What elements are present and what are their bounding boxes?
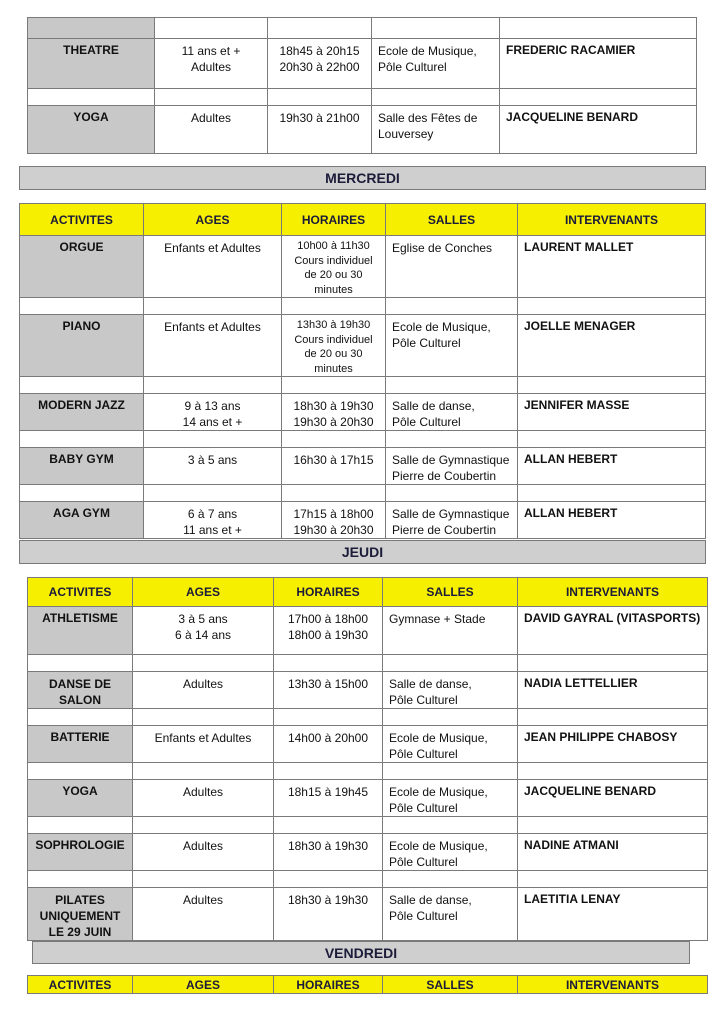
table-row	[28, 39, 697, 89]
table-row	[28, 834, 708, 871]
spacer-row	[20, 485, 706, 502]
intervenant-cell: ALLAN HEBERT	[518, 502, 706, 539]
ages-cell: 6 à 7 ans 11 ans et +	[144, 502, 282, 539]
activity-cell: ORGUE	[20, 236, 144, 298]
horaires-cell: 19h30 à 21h00	[268, 106, 372, 154]
salles-cell: Salle de danse, Pôle Culturel	[383, 672, 518, 709]
spacer-row	[28, 18, 697, 39]
horaires-cell: 10h00 à 11h30 Cours individuel de 20 ou 30 minutes	[282, 236, 386, 298]
col-header-activites: ACTIVITES	[28, 976, 133, 994]
col-header-salles: SALLES	[383, 578, 518, 607]
spacer-row	[20, 431, 706, 448]
spacer-row	[28, 89, 697, 106]
salles-cell: Ecole de Musique, Pôle Culturel	[383, 726, 518, 763]
activity-cell: ATHLETISME	[28, 607, 133, 655]
table-row	[20, 448, 706, 485]
table-row	[28, 780, 708, 817]
col-header-horaires: HORAIRES	[274, 976, 383, 994]
intervenant-cell: NADINE ATMANI	[518, 834, 708, 871]
salles-cell: Salle de Gymnastique Pierre de Coubertin	[386, 502, 518, 539]
day-header-vendredi: VENDREDI	[32, 941, 690, 964]
horaires-cell: 17h15 à 18h00 19h30 à 20h30	[282, 502, 386, 539]
table-row	[20, 315, 706, 377]
horaires-cell: 18h15 à 19h45	[274, 780, 383, 817]
salles-cell: Salle de danse, Pôle Culturel	[383, 888, 518, 941]
col-header-ages: AGES	[144, 204, 282, 236]
spacer-row	[20, 298, 706, 315]
ages-cell: 11 ans et + Adultes	[155, 39, 268, 89]
table-row	[28, 106, 697, 154]
table-row	[20, 502, 706, 539]
table-row	[28, 888, 708, 941]
intervenant-cell: NADIA LETTELLIER	[518, 672, 708, 709]
intervenant-cell: LAETITIA LENAY	[518, 888, 708, 941]
table-header-row	[28, 976, 708, 994]
schedule-table-jeudi	[27, 577, 708, 941]
schedule-table-top	[27, 17, 697, 154]
schedule-table-vendredi	[27, 975, 708, 994]
col-header-activites: ACTIVITES	[20, 204, 144, 236]
ages-cell: Enfants et Adultes	[133, 726, 274, 763]
ages-cell: Adultes	[133, 888, 274, 941]
ages-cell: Adultes	[133, 780, 274, 817]
intervenant-cell: LAURENT MALLET	[518, 236, 706, 298]
intervenant-cell: JENNIFER MASSE	[518, 394, 706, 431]
spacer-row	[20, 377, 706, 394]
spacer-row	[28, 817, 708, 834]
ages-cell: Adultes	[133, 672, 274, 709]
salles-cell: Ecole de Musique, Pôle Culturel	[383, 780, 518, 817]
spacer-row	[28, 763, 708, 780]
table-row	[20, 236, 706, 298]
salles-cell: Salle de Gymnastique Pierre de Coubertin	[386, 448, 518, 485]
col-header-intervenants: INTERVENANTS	[518, 204, 706, 236]
activity-cell: PIANO	[20, 315, 144, 377]
activity-cell: SOPHROLOGIE	[28, 834, 133, 871]
table-header-row	[28, 578, 708, 607]
col-header-ages: AGES	[133, 976, 274, 994]
horaires-cell: 18h45 à 20h15 20h30 à 22h00	[268, 39, 372, 89]
horaires-cell: 13h30 à 19h30 Cours individuel de 20 ou 30 minutes	[282, 315, 386, 377]
intervenant-cell: JOELLE MENAGER	[518, 315, 706, 377]
table-row	[28, 607, 708, 655]
col-header-ages: AGES	[133, 578, 274, 607]
activity-cell: BABY GYM	[20, 448, 144, 485]
col-header-intervenants: INTERVENANTS	[518, 976, 708, 994]
horaires-cell: 16h30 à 17h15	[282, 448, 386, 485]
col-header-salles: SALLES	[383, 976, 518, 994]
schedule-table-mercredi	[19, 203, 706, 539]
horaires-cell: 18h30 à 19h30	[274, 834, 383, 871]
col-header-activites: ACTIVITES	[28, 578, 133, 607]
activity-cell: MODERN JAZZ	[20, 394, 144, 431]
day-header-jeudi: JEUDI	[19, 540, 706, 564]
ages-cell: 3 à 5 ans 6 à 14 ans	[133, 607, 274, 655]
ages-cell: Adultes	[155, 106, 268, 154]
day-header-mercredi: MERCREDI	[19, 166, 706, 190]
activity-cell: YOGA	[28, 780, 133, 817]
ages-cell: Adultes	[133, 834, 274, 871]
table-row	[28, 726, 708, 763]
intervenant-cell: FREDERIC RACAMIER	[500, 39, 697, 89]
salles-cell: Gymnase + Stade	[383, 607, 518, 655]
intervenant-cell: JACQUELINE BENARD	[518, 780, 708, 817]
activity-cell: THEATRE	[28, 39, 155, 89]
ages-cell: 9 à 13 ans 14 ans et +	[144, 394, 282, 431]
horaires-cell: 13h30 à 15h00	[274, 672, 383, 709]
salles-cell: Ecole de Musique, Pôle Culturel	[386, 315, 518, 377]
activity-cell: DANSE DE SALON	[28, 672, 133, 709]
salles-cell: Ecole de Musique, Pôle Culturel	[372, 39, 500, 89]
col-header-salles: SALLES	[386, 204, 518, 236]
activity-cell: AGA GYM	[20, 502, 144, 539]
intervenant-cell: ALLAN HEBERT	[518, 448, 706, 485]
ages-cell: Enfants et Adultes	[144, 315, 282, 377]
activity-cell: BATTERIE	[28, 726, 133, 763]
ages-cell: Enfants et Adultes	[144, 236, 282, 298]
col-header-intervenants: INTERVENANTS	[518, 578, 708, 607]
activity-cell: YOGA	[28, 106, 155, 154]
table-row	[20, 394, 706, 431]
salles-cell: Salle de danse, Pôle Culturel	[386, 394, 518, 431]
table-header-row	[20, 204, 706, 236]
spacer-row	[28, 871, 708, 888]
ages-cell: 3 à 5 ans	[144, 448, 282, 485]
spacer-row	[28, 655, 708, 672]
salles-cell: Ecole de Musique, Pôle Culturel	[383, 834, 518, 871]
col-header-horaires: HORAIRES	[274, 578, 383, 607]
horaires-cell: 17h00 à 18h00 18h00 à 19h30	[274, 607, 383, 655]
intervenant-cell: DAVID GAYRAL (VITASPORTS)	[518, 607, 708, 655]
salles-cell: Eglise de Conches	[386, 236, 518, 298]
horaires-cell: 14h00 à 20h00	[274, 726, 383, 763]
horaires-cell: 18h30 à 19h30	[274, 888, 383, 941]
activity-cell: PILATES UNIQUEMENT LE 29 JUIN	[28, 888, 133, 941]
col-header-horaires: HORAIRES	[282, 204, 386, 236]
salles-cell: Salle des Fêtes de Louversey	[372, 106, 500, 154]
intervenant-cell: JEAN PHILIPPE CHABOSY	[518, 726, 708, 763]
spacer-row	[28, 709, 708, 726]
table-row	[28, 672, 708, 709]
horaires-cell: 18h30 à 19h30 19h30 à 20h30	[282, 394, 386, 431]
intervenant-cell: JACQUELINE BENARD	[500, 106, 697, 154]
